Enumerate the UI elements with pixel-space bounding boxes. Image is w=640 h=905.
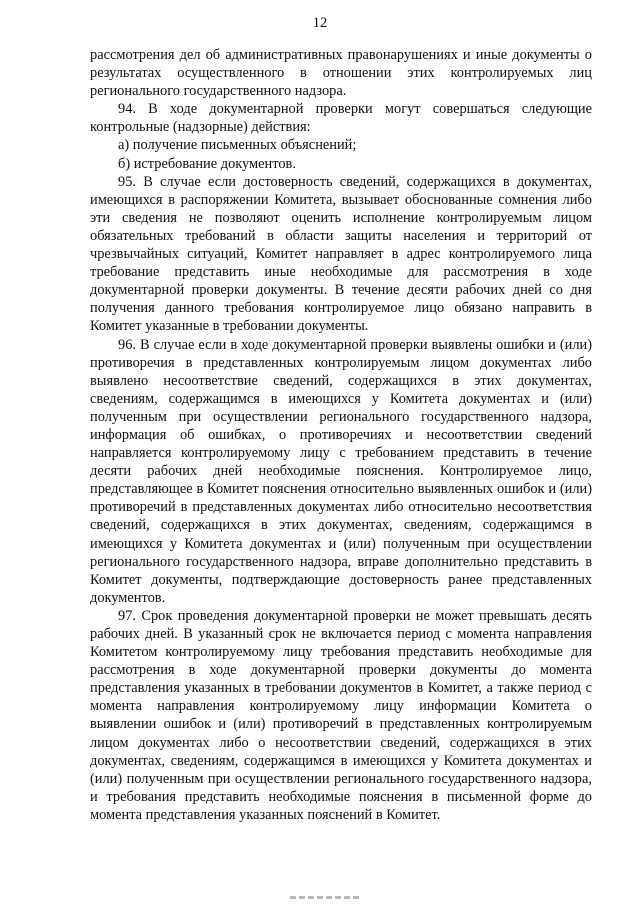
- paragraph-continuation: рассмотрения дел об административных правонарушениях и иные документы о результатах осуществленного в отношении этих контролируемых лиц регионального государственного надзора.: [90, 47, 592, 100]
- document-body: [90, 46, 592, 824]
- paragraph-97: 97. Срок проведения документарной проверки не может превышать десять рабочих дней. В указанный срок не включается период с момента направления Комитетом контролируемому лицу требования представить необходимые для рассмотрения в ходе документарной проверки документы до момента представления указанных в требовании документов в Комитет, а также период с момента направления контролируемому лицу информации Комитета о выявлении ошибок и (или) противоречий в представленных контролируемым лицом документах либо о несоответствии сведений, содержащихся в этих документах, сведениям, содержащимся в имеющихся у Комитета документах и (или) полученным при осуществлении регионального государственного надзора, и требования представить необходимые пояснения в письменной форме до момента представления указанных пояснений в Комитет.: [90, 607, 592, 823]
- list-item-a: а) получение письменных объяснений;: [118, 137, 357, 154]
- list-item-b: б) истребование документов.: [118, 155, 296, 172]
- scan-artifact: [290, 896, 360, 899]
- page-number: 12: [312, 15, 328, 31]
- paragraph-96: 96. В случае если в ходе документарной проверки выявлены ошибки и (или) противоречия в представленных контролируемым лицом документах либо выявлено несоответствие сведений, содержащихся в этих документах, сведениям, содержащимся в имеющихся у Комитета документах и (или) полученным при осуществлении регионального государственного надзора, информация об ошибках, о противоречиях и несоответствии сведений направляется контролируемому лицу с требованием представить в течение десяти рабочих дней необходимые пояснения. Контролируемое лицо, представляющее в Комитет пояснения относительно выявленных ошибок и (или) противоречий в представленных документах либо относительно несоответствия сведений, содержащихся в этих документах, сведениям, содержащимся в имеющихся у Комитета документах и (или) полученным при осуществлении регионального государственного надзора, вправе дополнительно представить в Комитет документы, подтверждающие достоверность ранее представленных документов.: [90, 336, 592, 606]
- paragraph-94: 94. В ходе документарной проверки могут совершаться следующие контрольные (надзорные) действия:: [90, 101, 592, 136]
- paragraph-95: 95. В случае если достоверность сведений, содержащихся в документах, имеющихся в распоряжении Комитета, вызывает обоснованные сомнения либо эти сведения не позволяют оценить исполнение контролируемым лицом обязательных требований в области защиты населения и территорий от чрезвычайных ситуаций, Комитет направляет в адрес контролируемого лица требование представить иные необходимые для рассмотрения в ходе документарной проверки документы. В течение десяти рабочих дней со дня получения данного требования контролируемое лицо обязано направить в Комитет указанные в требовании документы.: [90, 173, 592, 335]
